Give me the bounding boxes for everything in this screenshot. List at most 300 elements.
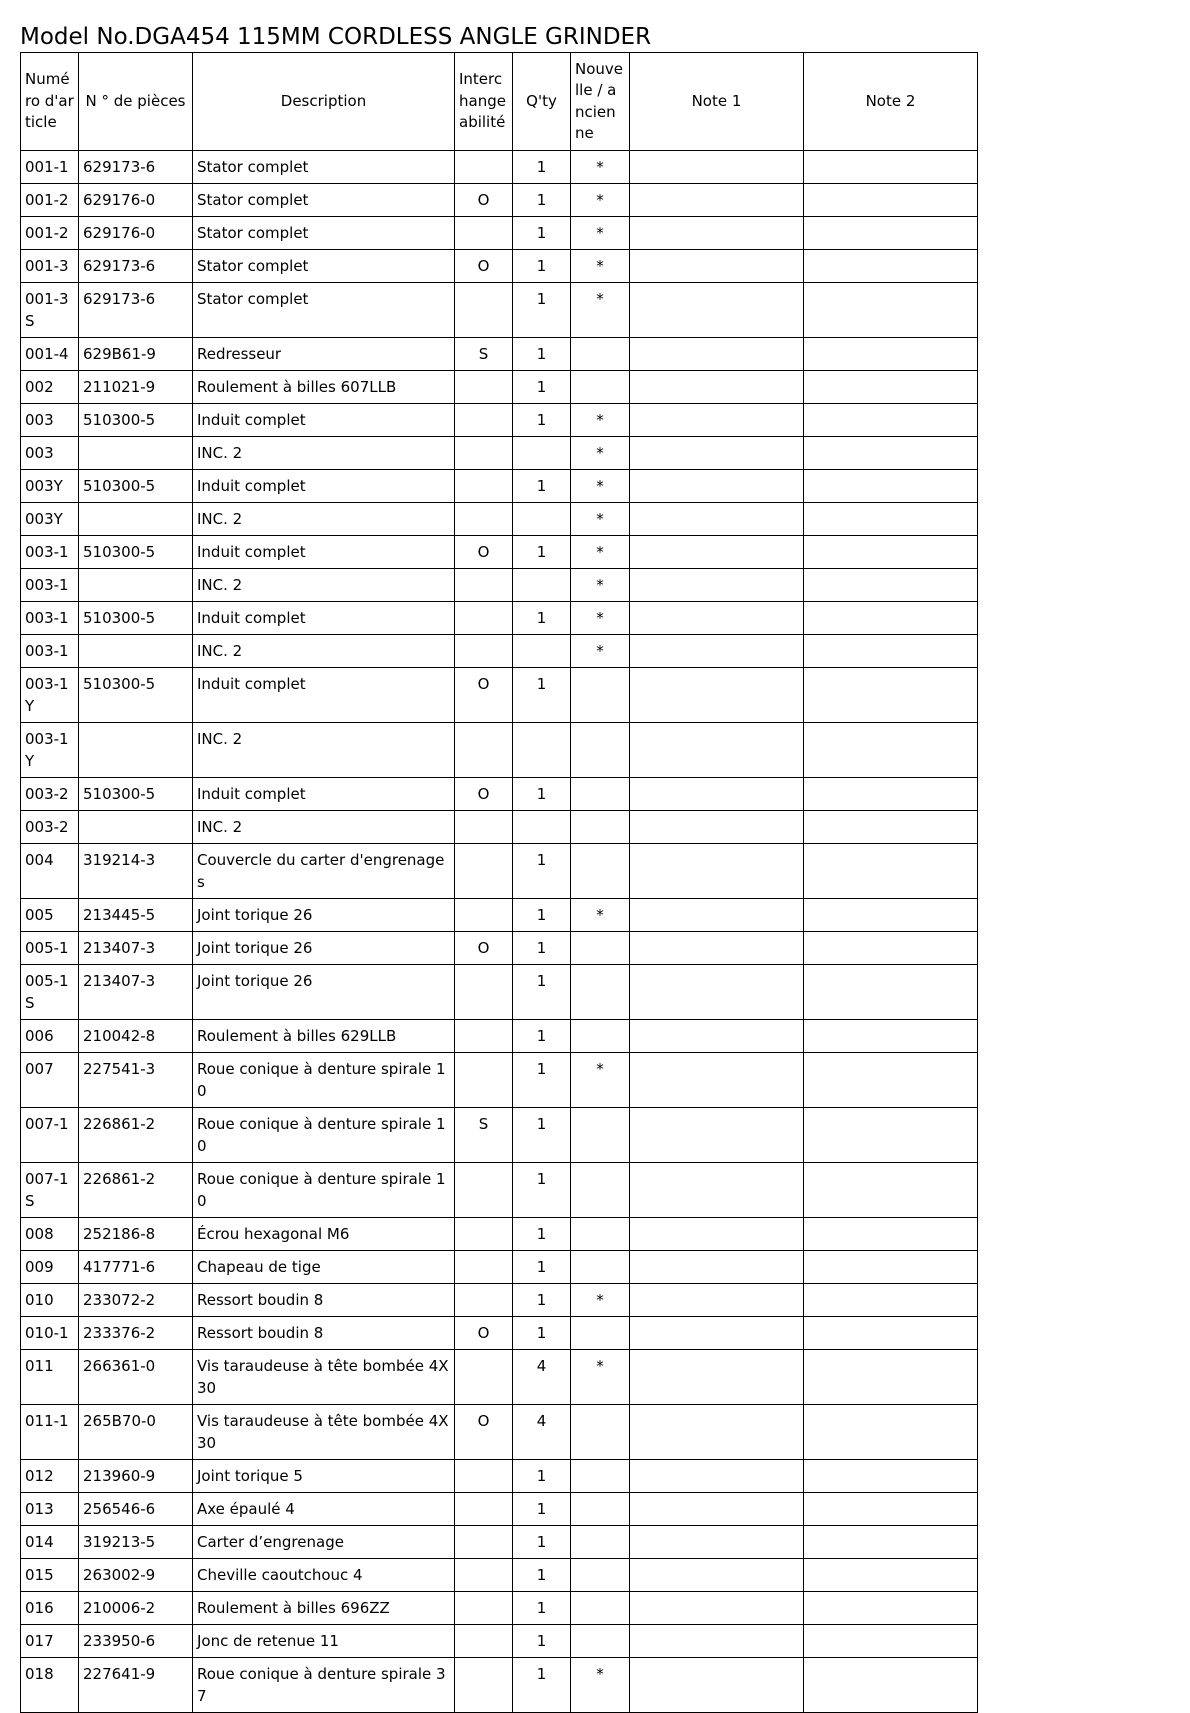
quantity-cell: 1 [513,184,571,217]
new-old-cell [571,338,630,371]
item-number-cell: 007-1S [21,1163,79,1218]
quantity-cell: 4 [513,1350,571,1405]
description-cell: Couvercle du carter d'engrenages [193,844,455,899]
new-old-cell [571,932,630,965]
interchangeability-cell: S [455,338,513,371]
description-cell: Stator complet [193,151,455,184]
table-row [21,811,978,844]
new-old-cell [571,811,630,844]
note-1-cell [630,371,804,404]
parts-table-body [21,151,978,1713]
note-1-cell [630,1493,804,1526]
description-cell: Joint torique 26 [193,899,455,932]
part-number-cell: 510300-5 [79,404,193,437]
description-cell: Vis taraudeuse à tête bombée 4X30 [193,1350,455,1405]
part-number-cell: 629176-0 [79,184,193,217]
part-number-cell: 227541-3 [79,1053,193,1108]
interchangeability-cell [455,470,513,503]
table-row [21,1625,978,1658]
table-row [21,283,978,338]
table-row [21,1460,978,1493]
note-2-cell [804,668,978,723]
table-row [21,602,978,635]
part-number-cell [79,437,193,470]
quantity-cell: 1 [513,1284,571,1317]
note-2-cell [804,283,978,338]
part-number-cell: 210006-2 [79,1592,193,1625]
column-header-interchangeability: Interchangeabilité [455,53,513,151]
part-number-cell: 227641-9 [79,1658,193,1713]
column-header-new-old: Nouvelle / ancienne [571,53,630,151]
item-number-cell: 003-1Y [21,723,79,778]
new-old-cell [571,723,630,778]
note-2-cell [804,1405,978,1460]
part-number-cell: 233950-6 [79,1625,193,1658]
table-header-row [21,53,978,151]
note-2-cell [804,811,978,844]
item-number-cell: 001-3 [21,250,79,283]
note-1-cell [630,283,804,338]
description-cell: Roulement à billes 607LLB [193,371,455,404]
note-1-cell [630,1559,804,1592]
item-number-cell: 016 [21,1592,79,1625]
note-2-cell [804,1526,978,1559]
note-1-cell [630,1163,804,1218]
new-old-cell [571,1317,630,1350]
note-1-cell [630,1350,804,1405]
interchangeability-cell: O [455,184,513,217]
note-1-cell [630,602,804,635]
note-1-cell [630,1218,804,1251]
item-number-cell: 015 [21,1559,79,1592]
interchangeability-cell [455,1020,513,1053]
interchangeability-cell [455,371,513,404]
interchangeability-cell [455,899,513,932]
note-2-cell [804,1108,978,1163]
note-2-cell [804,338,978,371]
interchangeability-cell [455,151,513,184]
table-row [21,932,978,965]
note-1-cell [630,723,804,778]
part-number-cell: 265B70-0 [79,1405,193,1460]
new-old-cell: * [571,536,630,569]
part-number-cell [79,635,193,668]
note-1-cell [630,1592,804,1625]
item-number-cell: 002 [21,371,79,404]
part-number-cell: 510300-5 [79,536,193,569]
part-number-cell: 210042-8 [79,1020,193,1053]
table-row [21,723,978,778]
note-2-cell [804,1559,978,1592]
note-1-cell [630,250,804,283]
table-row [21,635,978,668]
note-1-cell [630,437,804,470]
item-number-cell: 018 [21,1658,79,1713]
table-row [21,1559,978,1592]
interchangeability-cell [455,437,513,470]
quantity-cell: 1 [513,1592,571,1625]
table-row [21,536,978,569]
item-number-cell: 005-1 [21,932,79,965]
quantity-cell: 1 [513,1625,571,1658]
part-number-cell: 213445-5 [79,899,193,932]
new-old-cell: * [571,635,630,668]
quantity-cell [513,635,571,668]
part-number-cell: 510300-5 [79,602,193,635]
item-number-cell: 003-1 [21,635,79,668]
note-2-cell [804,371,978,404]
new-old-cell: * [571,569,630,602]
table-row [21,1658,978,1713]
note-2-cell [804,536,978,569]
item-number-cell: 012 [21,1460,79,1493]
table-row [21,1350,978,1405]
note-2-cell [804,778,978,811]
quantity-cell [513,569,571,602]
note-1-cell [630,1317,804,1350]
note-1-cell [630,668,804,723]
description-cell: Roulement à billes 629LLB [193,1020,455,1053]
quantity-cell: 1 [513,1493,571,1526]
description-cell: Cheville caoutchouc 4 [193,1559,455,1592]
interchangeability-cell: O [455,250,513,283]
table-row [21,338,978,371]
note-1-cell [630,1053,804,1108]
quantity-cell: 1 [513,217,571,250]
part-number-cell [79,723,193,778]
new-old-cell: * [571,217,630,250]
column-header-note-1: Note 1 [630,53,804,151]
interchangeability-cell [455,723,513,778]
quantity-cell: 1 [513,151,571,184]
table-row [21,1251,978,1284]
quantity-cell: 1 [513,844,571,899]
interchangeability-cell [455,965,513,1020]
note-2-cell [804,184,978,217]
table-row [21,844,978,899]
quantity-cell: 1 [513,404,571,437]
item-number-cell: 003-2 [21,778,79,811]
part-number-cell: 510300-5 [79,778,193,811]
item-number-cell: 003-1Y [21,668,79,723]
table-row [21,899,978,932]
quantity-cell: 1 [513,1218,571,1251]
description-cell: INC. 2 [193,635,455,668]
table-row [21,404,978,437]
interchangeability-cell: O [455,1405,513,1460]
note-1-cell [630,1526,804,1559]
note-2-cell [804,1658,978,1713]
new-old-cell [571,778,630,811]
table-row [21,1020,978,1053]
note-2-cell [804,723,978,778]
description-cell: Roue conique à denture spirale 37 [193,1658,455,1713]
quantity-cell: 1 [513,1108,571,1163]
part-number-cell: 629173-6 [79,250,193,283]
note-2-cell [804,899,978,932]
new-old-cell: * [571,1284,630,1317]
note-2-cell [804,569,978,602]
note-2-cell [804,503,978,536]
table-row [21,668,978,723]
new-old-cell [571,965,630,1020]
new-old-cell: * [571,1658,630,1713]
new-old-cell: * [571,503,630,536]
description-cell: Stator complet [193,283,455,338]
parts-table [20,52,978,1713]
item-number-cell: 003-2 [21,811,79,844]
note-2-cell [804,404,978,437]
part-number-cell: 226861-2 [79,1108,193,1163]
interchangeability-cell: O [455,668,513,723]
interchangeability-cell [455,569,513,602]
quantity-cell: 1 [513,1526,571,1559]
part-number-cell: 629173-6 [79,283,193,338]
description-cell: Ressort boudin 8 [193,1284,455,1317]
table-row [21,1405,978,1460]
new-old-cell: * [571,602,630,635]
new-old-cell [571,1020,630,1053]
new-old-cell [571,1108,630,1163]
quantity-cell [513,811,571,844]
description-cell: Roue conique à denture spirale 10 [193,1163,455,1218]
new-old-cell [571,1218,630,1251]
quantity-cell: 1 [513,965,571,1020]
interchangeability-cell [455,1625,513,1658]
note-2-cell [804,844,978,899]
quantity-cell [513,503,571,536]
description-cell: Induit complet [193,602,455,635]
quantity-cell: 1 [513,536,571,569]
new-old-cell: * [571,899,630,932]
interchangeability-cell [455,844,513,899]
item-number-cell: 003-1 [21,602,79,635]
item-number-cell: 005 [21,899,79,932]
description-cell: Roulement à billes 696ZZ [193,1592,455,1625]
part-number-cell: 629176-0 [79,217,193,250]
quantity-cell: 1 [513,1317,571,1350]
table-row [21,217,978,250]
part-number-cell [79,811,193,844]
interchangeability-cell [455,1163,513,1218]
quantity-cell: 1 [513,932,571,965]
new-old-cell [571,1592,630,1625]
note-2-cell [804,1251,978,1284]
description-cell: Chapeau de tige [193,1251,455,1284]
note-2-cell [804,437,978,470]
interchangeability-cell [455,1559,513,1592]
item-number-cell: 005-1S [21,965,79,1020]
new-old-cell [571,1493,630,1526]
interchangeability-cell [455,1218,513,1251]
interchangeability-cell: O [455,932,513,965]
description-cell: Redresseur [193,338,455,371]
part-number-cell: 266361-0 [79,1350,193,1405]
part-number-cell: 213407-3 [79,932,193,965]
new-old-cell [571,371,630,404]
description-cell: INC. 2 [193,569,455,602]
part-number-cell: 213407-3 [79,965,193,1020]
part-number-cell: 263002-9 [79,1559,193,1592]
new-old-cell: * [571,283,630,338]
description-cell: Joint torique 26 [193,965,455,1020]
interchangeability-cell [455,1526,513,1559]
description-cell: Jonc de retenue 11 [193,1625,455,1658]
item-number-cell: 014 [21,1526,79,1559]
note-2-cell [804,1163,978,1218]
new-old-cell: * [571,437,630,470]
quantity-cell: 1 [513,1559,571,1592]
page-title: Model No.DGA454 115MM CORDLESS ANGLE GRINDER [20,24,652,50]
item-number-cell: 004 [21,844,79,899]
table-row [21,1526,978,1559]
note-1-cell [630,1020,804,1053]
item-number-cell: 003Y [21,503,79,536]
note-1-cell [630,1658,804,1713]
interchangeability-cell: O [455,778,513,811]
quantity-cell: 1 [513,1251,571,1284]
table-row [21,1592,978,1625]
interchangeability-cell [455,811,513,844]
quantity-cell: 1 [513,668,571,723]
part-number-cell: 213960-9 [79,1460,193,1493]
note-2-cell [804,1350,978,1405]
description-cell: INC. 2 [193,437,455,470]
note-2-cell [804,1317,978,1350]
new-old-cell [571,1460,630,1493]
note-2-cell [804,1493,978,1526]
note-2-cell [804,932,978,965]
note-2-cell [804,965,978,1020]
note-2-cell [804,151,978,184]
new-old-cell: * [571,470,630,503]
part-number-cell: 226861-2 [79,1163,193,1218]
item-number-cell: 007-1 [21,1108,79,1163]
item-number-cell: 010-1 [21,1317,79,1350]
description-cell: Stator complet [193,184,455,217]
table-row [21,1163,978,1218]
note-2-cell [804,635,978,668]
part-number-cell: 211021-9 [79,371,193,404]
new-old-cell [571,1163,630,1218]
quantity-cell: 1 [513,1163,571,1218]
item-number-cell: 008 [21,1218,79,1251]
part-number-cell [79,569,193,602]
description-cell: Induit complet [193,668,455,723]
new-old-cell: * [571,250,630,283]
item-number-cell: 011 [21,1350,79,1405]
note-1-cell [630,569,804,602]
new-old-cell: * [571,1350,630,1405]
description-cell: Induit complet [193,778,455,811]
item-number-cell: 010 [21,1284,79,1317]
table-row [21,778,978,811]
note-1-cell [630,338,804,371]
note-1-cell [630,635,804,668]
item-number-cell: 007 [21,1053,79,1108]
part-number-cell: 233376-2 [79,1317,193,1350]
note-2-cell [804,470,978,503]
table-row [21,250,978,283]
interchangeability-cell [455,1251,513,1284]
part-number-cell: 233072-2 [79,1284,193,1317]
item-number-cell: 009 [21,1251,79,1284]
part-number-cell [79,503,193,536]
note-1-cell [630,1460,804,1493]
description-cell: Joint torique 5 [193,1460,455,1493]
new-old-cell: * [571,404,630,437]
table-row [21,1108,978,1163]
note-2-cell [804,1053,978,1108]
description-cell: Carter d’engrenage [193,1526,455,1559]
interchangeability-cell: S [455,1108,513,1163]
note-2-cell [804,250,978,283]
new-old-cell [571,1559,630,1592]
column-header-quantity: Q'ty [513,53,571,151]
note-1-cell [630,151,804,184]
note-1-cell [630,536,804,569]
note-1-cell [630,965,804,1020]
description-cell: INC. 2 [193,503,455,536]
new-old-cell [571,668,630,723]
interchangeability-cell [455,1460,513,1493]
note-2-cell [804,1592,978,1625]
item-number-cell: 003-1 [21,569,79,602]
part-number-cell: 417771-6 [79,1251,193,1284]
part-number-cell: 510300-5 [79,668,193,723]
interchangeability-cell [455,503,513,536]
table-row [21,1317,978,1350]
table-row [21,470,978,503]
quantity-cell [513,437,571,470]
note-1-cell [630,778,804,811]
quantity-cell: 1 [513,371,571,404]
description-cell: Axe épaulé 4 [193,1493,455,1526]
quantity-cell: 1 [513,250,571,283]
table-row [21,569,978,602]
description-cell: Roue conique à denture spirale 10 [193,1053,455,1108]
description-cell: Induit complet [193,404,455,437]
note-2-cell [804,602,978,635]
new-old-cell [571,1625,630,1658]
table-row [21,371,978,404]
item-number-cell: 001-3S [21,283,79,338]
note-2-cell [804,1460,978,1493]
note-1-cell [630,932,804,965]
note-1-cell [630,404,804,437]
item-number-cell: 001-4 [21,338,79,371]
note-2-cell [804,1218,978,1251]
table-row [21,1493,978,1526]
item-number-cell: 001-2 [21,217,79,250]
note-1-cell [630,1108,804,1163]
note-1-cell [630,1625,804,1658]
interchangeability-cell [455,404,513,437]
column-header-note-2: Note 2 [804,53,978,151]
interchangeability-cell: O [455,1317,513,1350]
quantity-cell: 1 [513,1053,571,1108]
part-number-cell: 252186-8 [79,1218,193,1251]
item-number-cell: 001-2 [21,184,79,217]
table-row [21,1284,978,1317]
item-number-cell: 003-1 [21,536,79,569]
new-old-cell: * [571,151,630,184]
table-row [21,503,978,536]
description-cell: INC. 2 [193,811,455,844]
quantity-cell: 1 [513,338,571,371]
table-row [21,1218,978,1251]
description-cell: Stator complet [193,250,455,283]
